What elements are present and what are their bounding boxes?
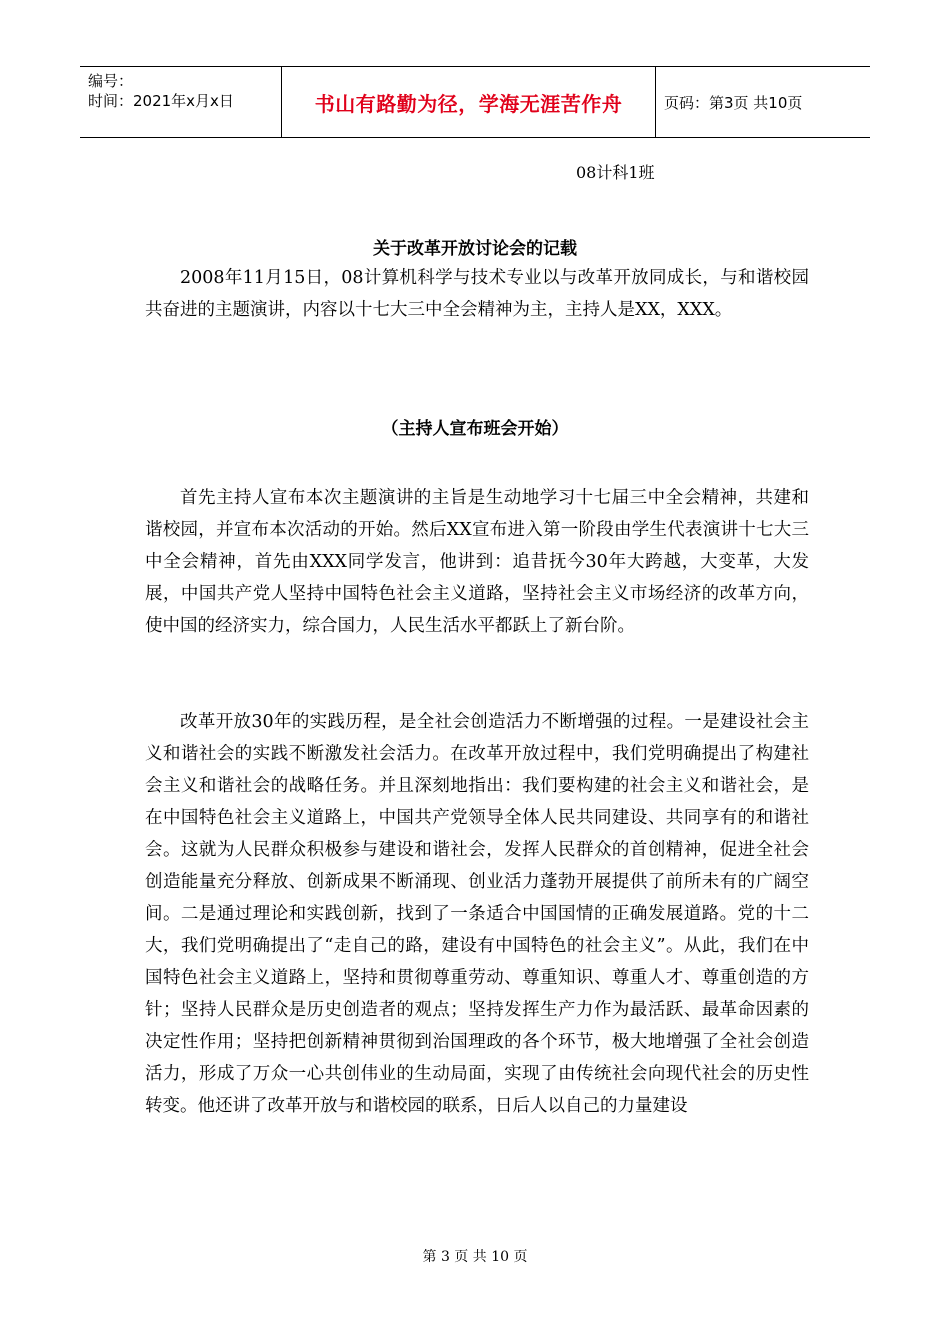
document-time-label: 时间：2021年x月x日 bbox=[88, 92, 234, 110]
body-paragraph-1: 首先主持人宣布本次主题演讲的主旨是生动地学习十七届三中全会精神，共建和谐校园，并宣布本次活动的开始。然后XX宣布进入第一阶段由学生代表演讲十七大三中全会精神，首先由XXX同学发言，他讲到：追昔抚今30年大跨越，大变革，大发展，中国共产党人坚持中国特色社会主义道路，坚持社会主义市场经济的改革方向，使中国的经济实力，综合国力，人民生活水平都跃上了新台阶。 bbox=[145, 488, 809, 636]
class-name: 08计科1班 bbox=[576, 163, 655, 182]
section-subtitle: （主持人宣布班会开始） bbox=[381, 419, 569, 439]
document-number-label: 编号： bbox=[88, 72, 134, 90]
document-title: 关于改革开放讨论会的记载 bbox=[373, 239, 577, 259]
intro-paragraph: 2008年11月15日，08计算机科学与技术专业以与改革开放同成长，与和谐校园共奋进的主题演讲，内容以十七大三中全会精神为主，主持人是XX，XXX。 bbox=[145, 268, 809, 320]
page-footer: 第 3 页 共 10 页 bbox=[422, 1249, 528, 1265]
header-meta-cell bbox=[80, 67, 282, 137]
page-header-table bbox=[80, 66, 870, 138]
header-motto: 书山有路勤为径，学海无涯苦作舟 bbox=[282, 67, 656, 137]
header-page-info: 页码：第3页 共10页 bbox=[664, 93, 803, 112]
body-paragraph-2: 改革开放30年的实践历程，是全社会创造活力不断增强的过程。一是建设社会主义和谐社会的实践不断激发社会活力。在改革开放过程中，我们党明确提出了构建社会主义和谐社会的战略任务。并且深刻地指出：我们要构建的社会主义和谐社会，是在中国特色社会主义道路上，中国共产党领导全体人民共同建设、共同享有的和谐社会。这就为人民群众积极参与建设和谐社会，发挥人民群众的首创精神，促进全社会创造能量充分释放、创新成果不断涌现、创业活力蓬勃开展提供了前所未有的广阔空间。二是通过理论和实践创新，找到了一条适合中国国情的正确发展道路。党的十二大，我们党明确提出了“走自己的路，建设有中国特色的社会主义”。从此，我们在中国特色社会主义道路上，坚持和贯彻尊重劳动、尊重知识、尊重人才、尊重创造的方针；坚持人民群众是历史创造者的观点；坚持发挥生产力作为最活跃、最革命因素的决定性作用；坚持把创新精神贯彻到治国理政的各个环节，极大地增强了全社会创造活力，形成了万众一心共创伟业的生动局面，实现了由传统社会向现代社会的历史性转变。他还讲了改革开放与和谐校园的联系，日后人以自己的力量建设 bbox=[145, 712, 809, 1116]
